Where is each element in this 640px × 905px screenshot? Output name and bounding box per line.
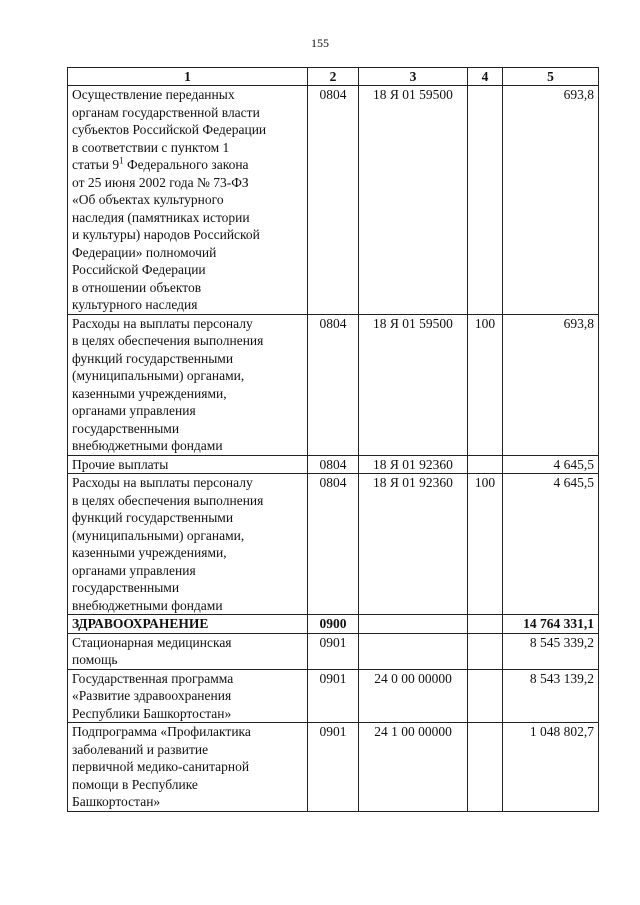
row-section-code: 0804 (308, 474, 359, 615)
row-name (68, 455, 308, 474)
row-expense-type (468, 455, 503, 474)
header-col-1: 1 (68, 68, 308, 86)
row-section-code: 0900 (308, 615, 359, 634)
row-name-line: Прочие выплаты (72, 456, 169, 472)
table-row (68, 314, 599, 455)
row-expense-type (468, 669, 503, 723)
row-name-line: Российской Федерации (72, 262, 206, 277)
row-section-code: 0901 (308, 723, 359, 812)
row-target-code (359, 633, 468, 669)
row-name-line: в целях обеспечения выполнения (72, 492, 264, 508)
row-name-line: от 25 июня 2002 года № 73-ФЗ (72, 174, 249, 190)
table-row (68, 633, 599, 669)
row-name-line: государственными (72, 420, 180, 436)
row-target-code: 18 Я 01 92360 (359, 455, 468, 474)
row-target-code: 18 Я 01 59500 (359, 314, 468, 455)
row-name (68, 633, 308, 669)
row-name-line: первичной медико-санитарной (72, 759, 250, 774)
row-name-line-cont: Федерального закона (123, 157, 249, 172)
row-section-code: 0901 (308, 633, 359, 669)
row-name-line: статьи 9 (72, 157, 120, 172)
row-amount: 8 543 139,2 (503, 669, 599, 723)
row-amount: 8 545 339,2 (503, 633, 599, 669)
row-expense-type (468, 86, 503, 315)
row-name-line: наследия (памятниках истории (72, 209, 250, 225)
row-name-line: в соответствии с пунктом 1 (72, 139, 230, 155)
row-name-line: в отношении объектов (72, 279, 202, 295)
row-name-line: культурного наследия (72, 297, 198, 312)
row-expense-type (468, 615, 503, 634)
row-name-line: «Об объектах культурного (72, 192, 224, 207)
row-name-line: функций государственными (72, 350, 234, 366)
row-name-line: Подпрограмма «Профилактика (72, 724, 251, 739)
row-name (68, 474, 308, 615)
row-amount: 4 645,5 (503, 474, 599, 615)
row-name-line: функций государственными (72, 510, 234, 525)
row-name (68, 86, 308, 315)
row-name-line: Стационарная медицинская (72, 634, 232, 650)
row-name-line: Осуществление переданных (72, 87, 235, 102)
row-expense-type: 100 (468, 474, 503, 615)
table-row (68, 474, 599, 615)
row-target-code (359, 615, 468, 634)
row-name-line: и культуры) народов Российской (72, 227, 260, 242)
row-target-code: 24 0 00 00000 (359, 669, 468, 723)
table-row (68, 455, 599, 474)
row-name-line: внебюджетными фондами (72, 597, 223, 613)
table-row (68, 86, 599, 315)
page-number: 155 (311, 36, 329, 50)
row-section-code: 0804 (308, 86, 359, 315)
row-target-code: 18 Я 01 92360 (359, 474, 468, 615)
row-amount: 14 764 331,1 (503, 615, 599, 634)
row-section-code: 0901 (308, 669, 359, 723)
row-name (68, 314, 308, 455)
row-name-line: органами управления (72, 403, 196, 418)
row-target-code: 24 1 00 00000 (359, 723, 468, 812)
row-name-line: в целях обеспечения выполнения (72, 333, 264, 348)
row-name-line: заболеваний и развитие (72, 741, 209, 757)
header-col-4: 4 (468, 68, 503, 86)
budget-table (67, 67, 599, 812)
row-amount: 693,8 (503, 86, 599, 315)
table-body (68, 86, 599, 812)
row-name-line: Расходы на выплаты персоналу (72, 315, 253, 331)
table-row (68, 615, 599, 634)
row-name-line: Федерации» полномочий (72, 244, 217, 260)
row-target-code: 18 Я 01 59500 (359, 86, 468, 315)
header-col-2: 2 (308, 68, 359, 86)
row-name-line: «Развитие здравоохранения (72, 688, 232, 703)
row-section-code: 0804 (308, 314, 359, 455)
row-name-line: помощь (72, 652, 118, 667)
row-name-line: ЗДРАВООХРАНЕНИЕ (72, 616, 209, 631)
row-amount: 4 645,5 (503, 455, 599, 474)
row-name-line: казенными учреждениями, (72, 385, 227, 401)
row-name-line: внебюджетными фондами (72, 438, 223, 453)
header-col-3: 3 (359, 68, 468, 86)
table-row (68, 669, 599, 723)
row-name-line: органам государственной власти (72, 104, 260, 120)
row-expense-type (468, 633, 503, 669)
header-row (68, 68, 599, 86)
row-name-line: Государственная программа (72, 670, 234, 686)
row-name-line: государственными (72, 580, 180, 595)
row-name-line: органами управления (72, 562, 196, 578)
row-name-line: помощи в Республике (72, 776, 198, 792)
row-amount: 1 048 802,7 (503, 723, 599, 812)
row-name-line: Республики Башкортостан» (72, 705, 232, 721)
header-col-5: 5 (503, 68, 599, 86)
row-name-line: (муниципальными) органами, (72, 527, 245, 543)
row-name-line: субъектов Российской Федерации (72, 122, 267, 137)
row-section-code: 0804 (308, 455, 359, 474)
row-expense-type (468, 723, 503, 812)
row-expense-type: 100 (468, 314, 503, 455)
row-name-line: Башкортостан» (72, 794, 161, 809)
row-name (68, 669, 308, 723)
row-amount: 693,8 (503, 314, 599, 455)
row-name-line: Расходы на выплаты персоналу (72, 475, 253, 490)
row-name-line: (муниципальными) органами, (72, 368, 245, 383)
row-name (68, 723, 308, 812)
row-name-line: казенными учреждениями, (72, 545, 227, 560)
row-name (68, 615, 308, 634)
superscript: 1 (119, 155, 124, 166)
table-row (68, 723, 599, 812)
